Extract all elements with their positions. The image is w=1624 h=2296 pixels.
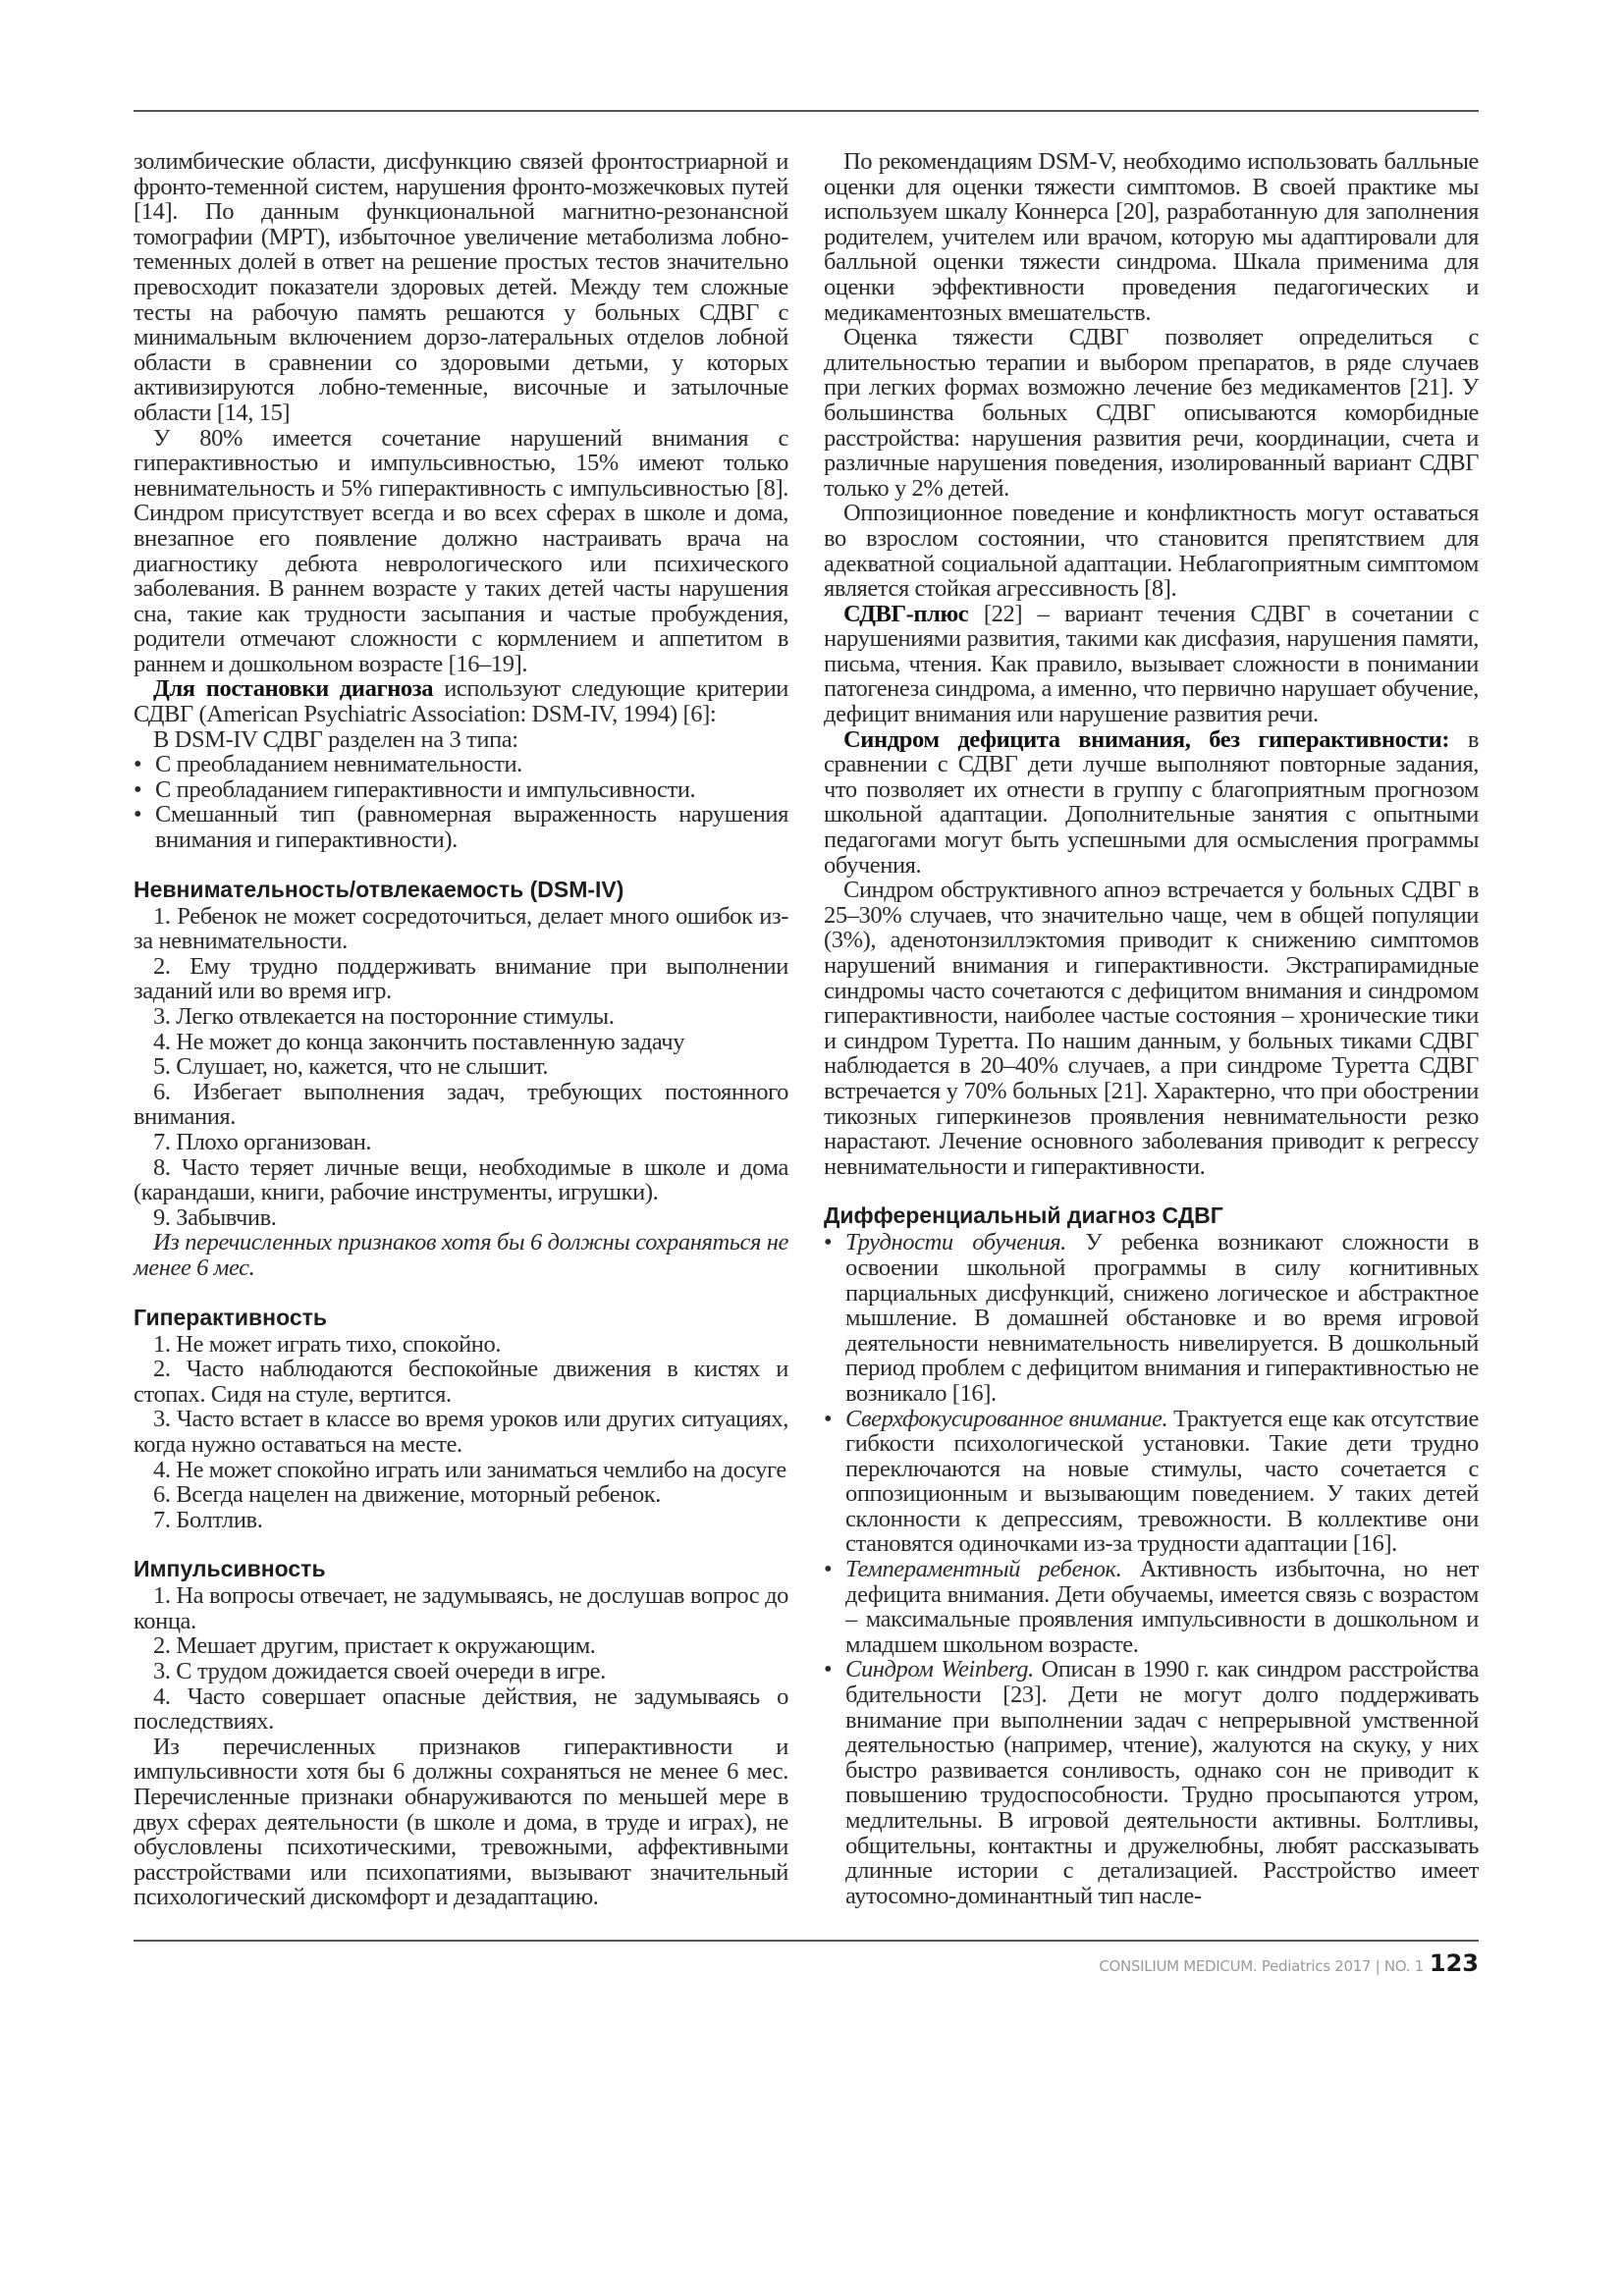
bullet-icon: •	[824, 1229, 833, 1256]
bold-lead: СДВГ-плюс	[843, 600, 969, 627]
list-item: 3. Легко отвлекается на посторонние стимулы.	[153, 1003, 615, 1030]
list-item	[824, 1657, 1479, 1908]
paragraph	[824, 602, 1479, 727]
list-item: 4. Не может спокойно играть или заниматься чемлибо на досуге	[153, 1456, 786, 1483]
page-number: 123	[1429, 1949, 1479, 1977]
types-intro: В DSM-IV СДВГ разделен на 3 типа:	[153, 725, 518, 753]
term: Синдром Weinberg.	[845, 1656, 1034, 1683]
list-item-text: У ребенка возникают сложности в освоении школьной программы в силу когнитивных парциальных дисфункций, снижено логическое и абстрактное мышление. В домашней обстановке и во время игровой деятельности невнимательность нивелируется. В дошкольный период проблем с дефицитом внимания и гиперактивностью не возникало [16].	[845, 1229, 1480, 1407]
right-column	[824, 149, 1479, 1910]
list-item: 1. Не может играть тихо, спокойно.	[153, 1330, 502, 1358]
list-item-text: Трактуется еще как отсутствие гибкости психологической установки. Такие дети трудно переключаются на новые стимулы, часто сочетается с оппозиционным и вызывающим поведением. У таких детей склонности к депрессиям, тревожности. В коллективе они становятся одиночками из-за трудности адаптации [16].	[845, 1405, 1479, 1558]
bold-lead: Синдром дефицита внимания, без гиперактивности:	[843, 725, 1450, 753]
bullet-icon: •	[824, 1405, 833, 1432]
note	[134, 1230, 788, 1280]
footer-rule	[134, 1940, 1479, 1942]
paragraph-text: в сравнении с СДВГ дети лучше выполняют повторные задания, что позволяет их отнести в группу с благоприятным прогнозом школьной адаптации. Дополнительные занятия с опытными педагогами могут быть успешными для осмысления программы обучения.	[824, 725, 1479, 879]
term: Темпераментный ребенок.	[845, 1556, 1122, 1583]
bullet-icon: •	[134, 775, 142, 803]
paragraph: У 80% имеется сочетание нарушений внимания с гиперактивностью и импульсивностью, 15% имеют только невнимательность и 5% гиперактивность с импульсивностью [8]. Синдром присутствует всегда и во всех сферах в школе и дома, внезапное его появление должно настраивать врача на диагностику дебюта неврологического или психического заболевания. В раннем возрасте у таких детей часты нарушения сна, такие как трудности засыпания и частые пробуждения, родители отмечают сложности с кормлением и аппетитом в раннем и дошкольном возрасте [16–19].	[134, 424, 788, 677]
paragraph: Из перечисленных признаков гиперактивности и импульсивности хотя бы 6 должны сохраняться не менее 6 мес. Перечисленные признаки обнаруживаются по меньшей мере в двух сферах деятельности (в школе и дома, в труде и играх), не обусловлены психотическими, тревожными, аффективными расстройствами или психопатиями, вызывают значительный психологический дискомфорт и дезадаптацию.	[134, 1733, 788, 1911]
list-item	[134, 802, 788, 852]
list-item: 7. Болтлив.	[153, 1506, 263, 1533]
term: Трудности обучения.	[845, 1229, 1066, 1256]
list-item: 1. Ребенок не может сосредоточиться, делает много ошибок из-за невнимательности.	[134, 902, 788, 955]
list-item: 5. Слушает, но, кажется, что не слышит.	[153, 1053, 549, 1081]
header-rule	[134, 110, 1479, 112]
list-item: 6. Всегда нацелен на движение, моторный ребенок.	[153, 1481, 662, 1509]
list-item: 6. Избегает выполнения задач, требующих постоянного внимания.	[134, 1078, 788, 1131]
paragraph: Оппозиционное поведение и конфликтность могут оставаться во взрослом состоянии, что становится препятствием для адекватной социальной адаптации. Неблагоприятным симптомом является стойкая агрессивность [8].	[824, 500, 1479, 603]
bullet-icon: •	[134, 751, 142, 778]
left-column	[134, 149, 788, 1910]
journal-name: CONSILIUM MEDICUM. Pediatrics 2017 | NO. 1	[1099, 1957, 1424, 1975]
list-item	[134, 752, 788, 777]
list-item: 1. На вопросы отвечает, не задумываясь, не дослушав вопрос до конца.	[134, 1582, 788, 1634]
paragraph: Синдром обструктивного апноэ встречается у больных СДВГ в 25–30% случаев, что значительно чаще, чем в общей популяции (3%), аденотонзиллэктомия приводит к снижению симптомов нарушений внимания и гиперактивности. Экстрапирамидные синдромы часто сочетаются с дефицитом внимания и синдромом гиперактивности, наиболее частые состояния – хронические тики и синдром Туретта. По нашим данным, у больных тиками СДВГ наблюдается в 20–40% случаев, а при синдроме Туретта СДВГ встречается у 70% больных [21]. Характерно, что при обострении тикозных гиперкинезов проявления невнимательности резко нарастают. Лечение основного заболевания приводит к регрессу невнимательности и гиперактивности.	[824, 877, 1479, 1180]
list-item: 3. С трудом дожидается своей очереди в игре.	[153, 1658, 606, 1685]
section-heading: Невнимательность/отвлекаемость (DSM-IV)	[134, 876, 624, 902]
list-item	[824, 1230, 1479, 1406]
columns	[134, 149, 1479, 1910]
page-footer	[134, 1949, 1479, 1977]
list-item: 4. Часто совершает опасные действия, не задумываясь о последствиях.	[134, 1682, 788, 1735]
section-heading: Гиперактивность	[134, 1304, 328, 1330]
list-item	[134, 777, 788, 803]
paragraph: золимбические области, дисфункцию связей фронтостриарной и фронто-теменной систем, нарушения фронто-мозжечковых путей [14]. По данным функциональной магнитно-резонансной томографии (МРТ), избыточное увеличение метаболизма лобно-теменных долей в ответ на решение простых тестов значительно превосходит показатели здоровых детей. Между тем сложные тесты на рабочую память решаются у больных СДВГ с минимальным включением дорзо-латеральных отделов лобной области в сравнении со здоровыми детьми, у которых активизируются лобно-теменные, височные и затылочные области [14, 15]	[134, 148, 788, 426]
bullet-icon: •	[824, 1656, 833, 1683]
bullet-icon: •	[134, 801, 142, 828]
term: Сверхфокусированное внимание.	[845, 1405, 1168, 1432]
paragraph: Оценка тяжести СДВГ позволяет определиться с длительностью терапии и выбором препаратов, в ряде случаев при легких формах возможно лечение без медикаментов [21]. У большинства больных СДВГ описываются коморбидные расстройства: нарушения развития речи, координации, счета и различные нарушения поведения, изолированный вариант СДВГ только у 2% детей.	[824, 324, 1479, 502]
list-item-text: С преобладанием гиперактивности и импульсивности.	[155, 775, 696, 803]
section-heading: Импульсивность	[134, 1556, 326, 1582]
list-item: 3. Часто встает в классе во время уроков или других ситуациях, когда нужно оставаться на месте.	[134, 1406, 788, 1458]
paragraph	[824, 727, 1479, 879]
list-item: 2. Ему трудно поддерживать внимание при выполнении заданий или во время игр.	[134, 952, 788, 1005]
list-item	[824, 1407, 1479, 1558]
list-item: 7. Плохо организован.	[153, 1128, 372, 1155]
list-item: 2. Часто наблюдаются беспокойные движения в кистях и стопах. Сидя на стуле, вертится.	[134, 1356, 788, 1408]
paragraph-text: используют следующие критерии СДВГ (American Psychiatric Association: DSM-IV, 1994) [6]:	[134, 675, 788, 728]
list-item-text: Смешанный тип (равномерная выраженность нарушения внимания и гиперактивности).	[155, 801, 788, 854]
list-item: 8. Часто теряет личные вещи, необходимые в школе и дома (карандаши, книги, рабочие инструменты, игрушки).	[134, 1153, 788, 1206]
paragraph: По рекомендациям DSM-V, необходимо использовать балльные оценки для оценки тяжести симптомов. В своей практике мы используем шкалу Коннерса [20], разработанную для заполнения родителем, учителем или врачом, которую мы адаптировали для балльной оценки тяжести синдрома. Шкала применима для оценки эффективности проведения педагогических и медикаментозных вмешательств.	[824, 148, 1479, 326]
list-item: 4. Не может до конца закончить поставленную задачу	[153, 1028, 685, 1055]
bold-lead: Для постановки диагноза	[153, 675, 434, 703]
list-item-text: Описан в 1990 г. как синдром расстройства бдительности [23]. Дети не могут долго поддерживать внимание при выполнении задач с непрерывной умственной деятельностью (например, чтение), жалуются на скуку, у них быстро развивается сонливость, однако сон не приводит к повышению трудоспособности. Трудно просыпаются утром, медлительны. В игровой деятельности активны. Болтливы, общительны, контактны и дружелюбны, любят рассказывать длинные истории с детализацией. Расстройство имеет аутосомно-доминантный тип насле-	[845, 1656, 1479, 1909]
note-text: Из перечисленных признаков хотя бы 6 должны сохраняться не менее 6 мес.	[134, 1229, 788, 1281]
bullet-icon: •	[824, 1556, 833, 1583]
section-heading: Дифференциальный диагноз СДВГ	[824, 1202, 1223, 1229]
list-item	[824, 1557, 1479, 1657]
list-item-text: Активность избыточна, но нет дефицита внимания. Дети обучаемы, имеется связь с возрастом – максимальные проявления импульсивности в дошкольном и младшем школьном возрасте.	[845, 1556, 1479, 1658]
list-item: 2. Мешает другим, пристает к окружающим.	[153, 1632, 596, 1660]
paragraph-text: [22] – вариант течения СДВГ в сочетании с нарушениями развития, такими как дисфазия, нарушения памяти, письма, чтения. Как правило, вызывает сложности в понимании патогенеза синдрома, а именно, что первично нарушает обучение, дефицит внимания или нарушение развития речи.	[824, 600, 1479, 728]
paragraph	[134, 676, 788, 726]
list-item-text: С преобладанием невнимательности.	[155, 751, 522, 778]
list-item: 9. Забывчив.	[153, 1203, 277, 1231]
